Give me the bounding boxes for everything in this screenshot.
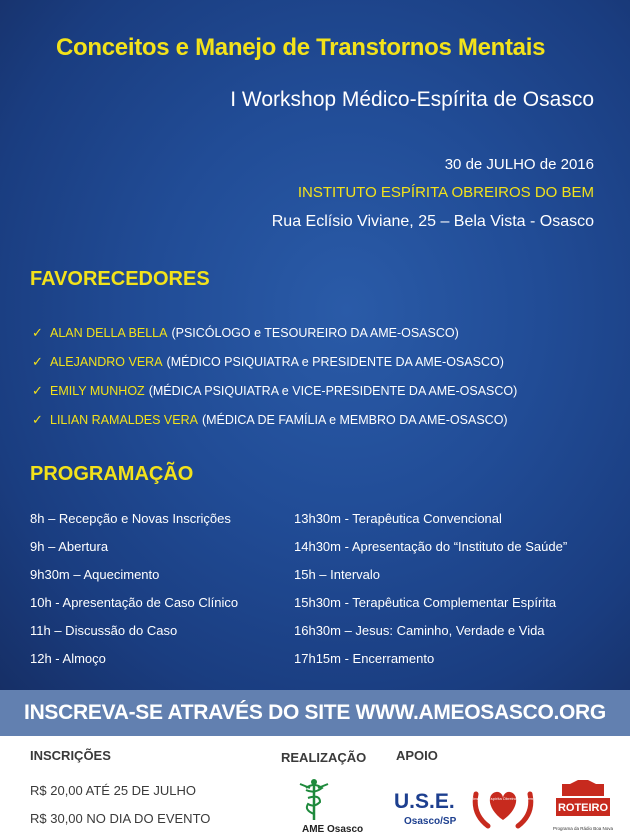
caduceus-icon (300, 779, 328, 820)
price-early: R$ 20,00 ATÉ 25 DE JULHO (30, 783, 196, 798)
schedule-right-column (294, 504, 567, 672)
ame-osasco-logo (284, 776, 364, 836)
event-venue: INSTITUTO ESPÍRITA OBREIROS DO BEM (297, 184, 594, 201)
use-osasco-logo (392, 782, 462, 832)
check-icon: ✓ (32, 411, 43, 427)
favorecedor-role: (MÉDICA DE FAMÍLIA e MEMBRO DA AME-OSASCO) (201, 412, 508, 427)
use-logo-sub: Osasco/SP (404, 816, 457, 827)
schedule-item: 15h30m - Terapêutica Complementar Espírita (294, 594, 557, 610)
event-title: Conceitos e Manejo de Transtornos Mentais (56, 34, 546, 61)
check-icon: ✓ (32, 382, 43, 398)
instituto-logo (468, 780, 538, 832)
registration-banner (0, 690, 630, 736)
favorecedor-role: (PSICÓLOGO e TESOUREIRO DA AME-OSASCO) (171, 325, 459, 340)
schedule-item: 12h - Almoço (30, 650, 106, 666)
event-date: 30 de JULHO de 2016 (444, 156, 594, 173)
roteiro-logo-text: ROTEIRO (557, 802, 609, 814)
list-item (32, 318, 517, 347)
realizacao-label: REALIZAÇÃO (281, 750, 367, 765)
schedule-item: 10h - Apresentação de Caso Clínico (30, 594, 239, 610)
inst-logo-text: Instituto Espírita Obreiros do Bem (472, 796, 534, 801)
schedule-item: 9h30m – Aquecimento (30, 566, 160, 582)
favorecedores-heading: FAVORECEDORES (30, 268, 210, 290)
list-item (32, 347, 517, 376)
roteiro-badge-top (562, 784, 604, 796)
schedule-item: 16h30m – Jesus: Caminho, Verdade e Vida (294, 622, 545, 638)
favorecedor-name: LILIAN RAMALDES VERA (50, 412, 198, 427)
event-subtitle: I Workshop Médico-Espírita de Osasco (230, 88, 594, 111)
roteiro-logo-caption: Programa da Rádio Boa Nova (552, 826, 614, 831)
list-item (32, 405, 517, 434)
schedule-item: 13h30m - Terapêutica Convencional (294, 510, 502, 526)
favorecedor-name: ALAN DELLA BELLA (50, 325, 168, 340)
favorecedor-name: EMILY MUNHOZ (50, 383, 145, 398)
schedule-item: 8h – Recepção e Novas Inscrições (30, 510, 231, 526)
list-item (32, 376, 517, 405)
use-logo-main: U.S.E. (394, 790, 455, 813)
registration-link[interactable]: INSCREVA-SE ATRAVÉS DO SITE WWW.AMEOSASCO.ORG (24, 701, 606, 724)
roteiro-logo (548, 780, 618, 836)
schedule-item: 9h – Abertura (30, 538, 109, 554)
schedule-item: 17h15m - Encerramento (294, 650, 435, 666)
ame-logo-text: AME Osasco (302, 824, 364, 835)
check-icon: ✓ (32, 353, 43, 369)
event-address: Rua Eclísio Viviane, 25 – Bela Vista - Osasco (271, 213, 594, 230)
favorecedores-list (32, 318, 517, 434)
schedule-item: 14h30m - Apresentação do “Instituto de Saúde” (294, 538, 568, 554)
schedule-item: 11h – Discussão do Caso (30, 622, 178, 638)
favorecedor-role: (MÉDICO PSIQUIATRA e PRESIDENTE DA AME-OSASCO) (166, 354, 504, 369)
schedule-item: 15h – Intervalo (294, 566, 381, 582)
programacao-heading: PROGRAMAÇÃO (30, 463, 194, 485)
apoio-label: APOIO (396, 748, 438, 763)
inscricoes-label: INSCRIÇÕES (30, 748, 111, 763)
schedule-left-column (30, 504, 238, 672)
favorecedor-name: ALEJANDRO VERA (50, 354, 163, 369)
price-event-day: R$ 30,00 NO DIA DO EVENTO (30, 811, 211, 826)
check-icon: ✓ (32, 324, 43, 340)
favorecedor-role: (MÉDICA PSIQUIATRA e VICE-PRESIDENTE DA AME-OSASCO) (148, 383, 518, 398)
